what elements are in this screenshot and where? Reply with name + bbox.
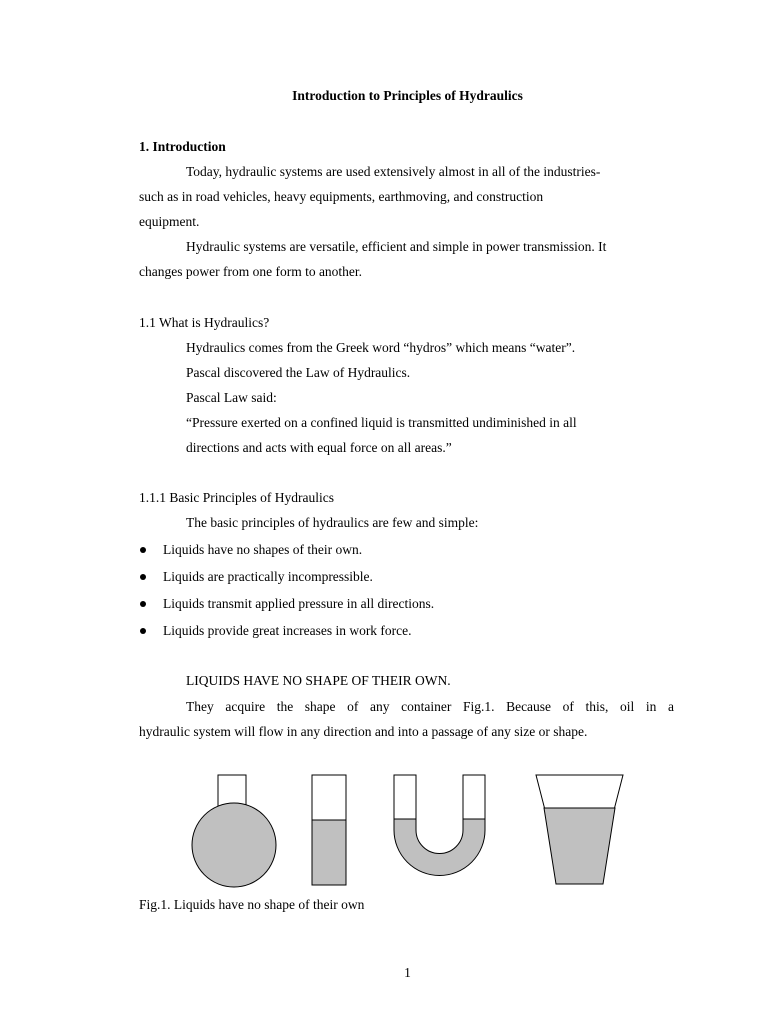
paragraph-line: such as in road vehicles, heavy equipments, earthmoving, and construction xyxy=(139,189,544,204)
pascal-quote-line: “Pressure exerted on a confined liquid is transmitted undiminished in all xyxy=(186,415,577,430)
paragraph-line: The basic principles of hydraulics are few and simple: xyxy=(186,515,479,530)
section-heading-no-shape: LIQUIDS HAVE NO SHAPE OF THEIR OWN. xyxy=(186,673,451,688)
paragraph-line: Today, hydraulic systems are used extensively almost in all of the industries- xyxy=(186,164,601,179)
page-title: Introduction to Principles of Hydraulics xyxy=(292,88,523,103)
tube-container xyxy=(312,775,346,885)
page-number: 1 xyxy=(404,965,411,980)
bullet-icon xyxy=(140,574,146,580)
pascal-quote-line: directions and acts with equal force on all areas.” xyxy=(186,440,452,455)
bullet-item: Liquids have no shapes of their own. xyxy=(163,542,363,557)
paragraph-line: hydraulic system will flow in any direction and into a passage of any size or shape. xyxy=(139,724,588,739)
bullet-item: Liquids provide great increases in work force. xyxy=(163,623,412,638)
tapered-beaker-container xyxy=(536,775,623,884)
paragraph-line: equipment. xyxy=(139,214,200,229)
section-heading-basic-principles: 1.1.1 Basic Principles of Hydraulics xyxy=(139,490,334,505)
figure-caption: Fig.1. Liquids have no shape of their own xyxy=(139,897,365,912)
section-heading-introduction: 1. Introduction xyxy=(139,139,226,154)
section-heading-what-is-hydraulics: 1.1 What is Hydraulics? xyxy=(139,315,270,330)
u-tube-container xyxy=(394,775,485,876)
paragraph-line: Hydraulics comes from the Greek word “hydros” which means “water”. xyxy=(186,340,576,355)
bullet-item: Liquids transmit applied pressure in all directions. xyxy=(163,596,435,611)
paragraph-line: changes power from one form to another. xyxy=(139,264,363,279)
bullet-icon xyxy=(140,628,146,634)
bullet-icon xyxy=(140,601,146,607)
paragraph-line: Hydraulic systems are versatile, efficient and simple in power transmission. It xyxy=(186,239,607,254)
figure-liquid-containers xyxy=(180,770,640,895)
bullet-item: Liquids are practically incompressible. xyxy=(163,569,373,584)
paragraph-line: They acquire the shape of any container Fig.1. Because of this, oil in a xyxy=(186,699,674,714)
bullet-icon xyxy=(140,547,146,553)
round-flask-container xyxy=(192,775,276,887)
paragraph-line: Pascal discovered the Law of Hydraulics. xyxy=(186,365,411,380)
paragraph-line: Pascal Law said: xyxy=(186,390,277,405)
